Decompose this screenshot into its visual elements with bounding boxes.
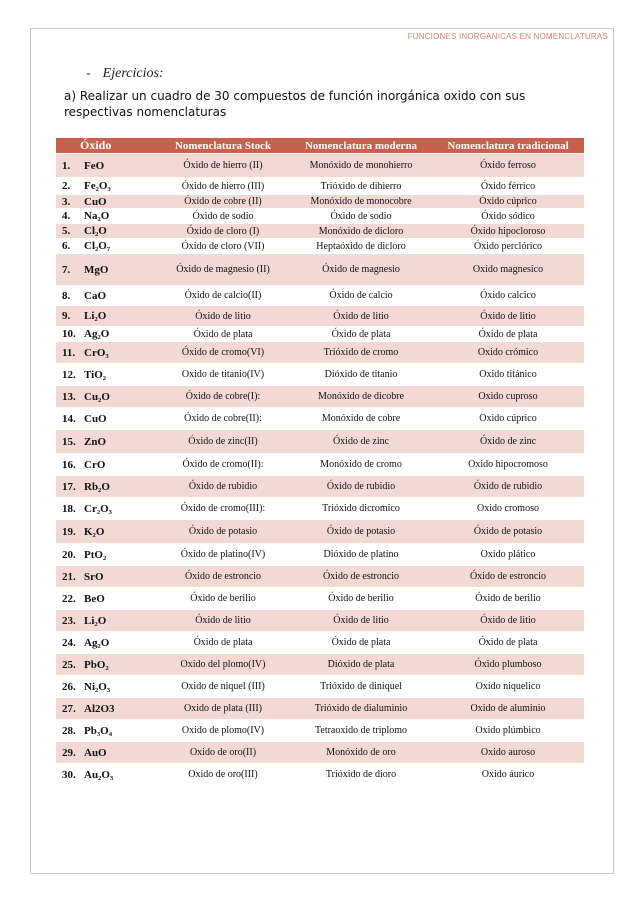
row-number: 29. — [62, 746, 76, 759]
cell-tradicional: Oxido cúprico — [432, 408, 584, 430]
cell-tradicional: Óxido hipocloroso — [432, 224, 584, 239]
oxide-formula: Li₂O — [84, 310, 107, 322]
table-row — [56, 544, 584, 566]
cell-moderna: Óxido de litio — [290, 306, 432, 327]
cell-stock: Óxido de zinc(II) — [156, 430, 290, 454]
cell-stock: Óxido de estroncio — [156, 566, 290, 588]
row-number: 26. — [62, 680, 76, 693]
oxide-formula: Cr₂O₃ — [84, 502, 112, 515]
oxide-formula: PtO₂ — [84, 548, 107, 561]
cell-moderna: Óxido de litio — [290, 610, 432, 632]
row-number: 12. — [62, 368, 76, 381]
table-row — [56, 178, 584, 195]
cell-stock: Óxido de berilio — [156, 588, 290, 610]
cell-oxide — [56, 566, 156, 588]
oxide-formula: Au₂O₃ — [84, 768, 114, 781]
cell-tradicional: Óxido calcico — [432, 286, 584, 306]
table-row — [56, 454, 584, 476]
cell-oxide — [56, 364, 156, 386]
cell-moderna: Dióxido de plata — [290, 654, 432, 676]
row-number: 22. — [62, 592, 76, 605]
oxide-formula: PbO₂ — [84, 658, 109, 671]
cell-stock: Óxido de cobre(I): — [156, 386, 290, 408]
bullet-dash: - — [86, 66, 91, 81]
header-stock: Nomenclatura Stock — [156, 138, 290, 154]
row-number: 27. — [62, 702, 76, 715]
table-row — [56, 676, 584, 698]
cell-oxide — [56, 306, 156, 327]
table-row — [56, 610, 584, 632]
oxide-formula: Cl₂O₇ — [84, 240, 111, 252]
cell-oxide — [56, 195, 156, 209]
table-row — [56, 566, 584, 588]
oxide-formula: MgO — [84, 263, 109, 276]
cell-oxide — [56, 342, 156, 364]
table-row — [56, 195, 584, 209]
cell-moderna: Trióxido de dihierro — [290, 178, 432, 195]
cell-stock: Óxido de rubidio — [156, 476, 290, 498]
oxide-formula: SrO — [84, 570, 104, 583]
row-number: 19. — [62, 525, 76, 538]
cell-tradicional: Óxido de litio — [432, 306, 584, 327]
cell-stock: Oxido de plata (III) — [156, 698, 290, 720]
row-number: 2. — [62, 180, 71, 192]
oxides-table — [56, 138, 584, 786]
cell-moderna: Dióxido de platino — [290, 544, 432, 566]
row-number: 9. — [62, 310, 71, 322]
cell-stock: Óxido de cromo(II): — [156, 454, 290, 476]
cell-moderna: Trióxido de diniquel — [290, 676, 432, 698]
table-row — [56, 430, 584, 454]
cell-moderna: Óxido de zinc — [290, 430, 432, 454]
cell-oxide — [56, 178, 156, 195]
table-row — [56, 654, 584, 676]
cell-stock: Óxido de sodio — [156, 209, 290, 224]
cell-stock: Óxido de cloro (VII) — [156, 239, 290, 254]
row-number: 4. — [62, 210, 71, 222]
table-row — [56, 342, 584, 364]
cell-stock: Óxido de calcio(II) — [156, 286, 290, 306]
cell-tradicional: Óxido de litio — [432, 610, 584, 632]
table-row — [56, 498, 584, 520]
cell-moderna: Tetraoxido de triplomo — [290, 720, 432, 742]
cell-moderna: Óxido de sodio — [290, 209, 432, 224]
cell-stock: Oxido de plomo(IV) — [156, 720, 290, 742]
cell-stock: Óxido de plata — [156, 632, 290, 654]
cell-stock: Óxido de hierro (III) — [156, 178, 290, 195]
oxide-formula: FeO — [84, 159, 105, 172]
cell-moderna: Óxido de estroncio — [290, 566, 432, 588]
table-row — [56, 386, 584, 408]
row-number: 14. — [62, 412, 76, 425]
cell-oxide — [56, 676, 156, 698]
cell-moderna: Óxido de plata — [290, 327, 432, 342]
table-row — [56, 239, 584, 254]
cell-tradicional: Óxido de zinc — [432, 430, 584, 454]
table-row — [56, 764, 584, 786]
row-number: 3. — [62, 195, 71, 208]
cell-oxide — [56, 588, 156, 610]
cell-stock: Óxido de hierro (II) — [156, 154, 290, 178]
cell-tradicional: Óxido ferroso — [432, 154, 584, 178]
cell-oxide — [56, 454, 156, 476]
oxide-formula: Ag₂O — [84, 328, 110, 340]
oxide-formula: Cu₂O — [84, 390, 110, 403]
cell-moderna: Heptaóxido de dicloro — [290, 239, 432, 254]
cell-moderna: Óxido de calcio — [290, 286, 432, 306]
oxide-formula: CuO — [84, 195, 107, 208]
cell-tradicional: Oxido titánico — [432, 364, 584, 386]
table-row — [56, 286, 584, 306]
table-row — [56, 327, 584, 342]
row-number: 1. — [62, 159, 71, 172]
row-number: 23. — [62, 614, 76, 627]
cell-oxide — [56, 239, 156, 254]
cell-tradicional: Oxido cuproso — [432, 386, 584, 408]
row-number: 16. — [62, 458, 76, 471]
cell-tradicional: Óxido de potasio — [432, 520, 584, 544]
cell-tradicional: Óxido de plata — [432, 632, 584, 654]
cell-moderna: Óxido de magnesio — [290, 254, 432, 286]
row-number: 15. — [62, 435, 76, 448]
table-row — [56, 742, 584, 764]
table-row — [56, 520, 584, 544]
row-number: 24. — [62, 636, 76, 649]
cell-stock: Oxido de niquel (III) — [156, 676, 290, 698]
cell-oxide — [56, 209, 156, 224]
cell-moderna: Monóxido de dicloro — [290, 224, 432, 239]
exercises-heading — [86, 66, 164, 82]
cell-tradicional: Óxido perclórico — [432, 239, 584, 254]
cell-tradicional: Oxido niquelico — [432, 676, 584, 698]
row-number: 6. — [62, 240, 71, 252]
cell-stock: Óxido de platino(IV) — [156, 544, 290, 566]
oxide-formula: Na₂O — [84, 210, 110, 222]
cell-moderna: Monóxido de monohierro — [290, 154, 432, 178]
cell-tradicional: Oxido plático — [432, 544, 584, 566]
table-row — [56, 720, 584, 742]
header-moderna: Nomenclatura moderna — [290, 138, 432, 154]
row-number: 25. — [62, 658, 76, 671]
row-number: 11. — [62, 346, 76, 359]
running-header: FUNCIONES INORGANICAS EN NOMENCLATURAS — [407, 32, 608, 41]
oxide-formula: K₂O — [84, 525, 105, 538]
cell-stock: Óxido de cromo(VI) — [156, 342, 290, 364]
cell-stock: Oxido de oro(III) — [156, 764, 290, 786]
cell-moderna: Trióxido de dialuminio — [290, 698, 432, 720]
row-number: 5. — [62, 225, 71, 237]
cell-tradicional: Oxido áurico — [432, 764, 584, 786]
oxide-formula: Li₂O — [84, 614, 107, 627]
row-number: 13. — [62, 390, 76, 403]
cell-moderna: Monóxido de monocobre — [290, 195, 432, 209]
table-row — [56, 209, 584, 224]
cell-stock: Óxido de potasio — [156, 520, 290, 544]
table-row — [56, 364, 584, 386]
oxide-formula: Ni₂O₃ — [84, 680, 111, 693]
row-number: 20. — [62, 548, 76, 561]
row-number: 18. — [62, 502, 76, 515]
oxide-formula: CrO₃ — [84, 346, 109, 359]
cell-oxide — [56, 476, 156, 498]
cell-tradicional: Óxido de plata — [432, 327, 584, 342]
cell-moderna: Trióxido de dioro — [290, 764, 432, 786]
cell-oxide — [56, 254, 156, 286]
cell-stock: Óxido de plata — [156, 327, 290, 342]
cell-oxide — [56, 720, 156, 742]
cell-moderna: Monóxido de oro — [290, 742, 432, 764]
cell-moderna: Dióxido de titanio — [290, 364, 432, 386]
oxide-formula: TiO₂ — [84, 368, 107, 381]
table-header-row — [56, 138, 584, 154]
oxide-formula: AuO — [84, 746, 107, 759]
oxide-formula: Cl₂O — [84, 225, 107, 237]
table-row — [56, 254, 584, 286]
cell-stock: Óxido de cobre (II) — [156, 195, 290, 209]
cell-oxide — [56, 286, 156, 306]
row-number: 21. — [62, 570, 76, 583]
exercises-label: Ejercicios: — [102, 66, 164, 81]
cell-tradicional: Oxido auroso — [432, 742, 584, 764]
cell-stock: Óxido de cloro (I) — [156, 224, 290, 239]
cell-moderna: Óxido de potasio — [290, 520, 432, 544]
cell-tradicional: Oxido hipocromoso — [432, 454, 584, 476]
cell-oxide — [56, 698, 156, 720]
cell-oxide — [56, 520, 156, 544]
cell-oxide — [56, 654, 156, 676]
table-row — [56, 476, 584, 498]
cell-oxide — [56, 430, 156, 454]
cell-tradicional: Óxido de berilio — [432, 588, 584, 610]
oxide-formula: Pb₃O₄ — [84, 724, 112, 737]
cell-stock: Óxido de litio — [156, 610, 290, 632]
oxide-formula: Fe₂O₃ — [84, 180, 111, 192]
cell-oxide — [56, 764, 156, 786]
cell-oxide — [56, 327, 156, 342]
cell-tradicional: Óxido sódico — [432, 209, 584, 224]
cell-stock: Óxido de magnesio (II) — [156, 254, 290, 286]
cell-oxide — [56, 154, 156, 178]
oxide-formula: BeO — [84, 592, 105, 605]
cell-tradicional: Óxido cúprico — [432, 195, 584, 209]
cell-tradicional: Oxido plúmbico — [432, 720, 584, 742]
cell-oxide — [56, 742, 156, 764]
cell-tradicional: Oxido cromoso — [432, 498, 584, 520]
cell-stock: Oxido de oro(II) — [156, 742, 290, 764]
cell-tradicional: Óxido de rubidio — [432, 476, 584, 498]
oxide-formula: CrO — [84, 458, 106, 471]
exercise-instruction: a) Realizar un cuadro de 30 compuestos de función inorgánica oxido con sus respectivas nomenclaturas — [64, 89, 526, 119]
cell-tradicional: Oxido de aluminio — [432, 698, 584, 720]
table-row — [56, 306, 584, 327]
cell-stock: Óxido de cobre(II): — [156, 408, 290, 430]
oxide-formula: Al2O3 — [84, 702, 115, 715]
cell-tradicional: Oxido magnesico — [432, 254, 584, 286]
cell-oxide — [56, 408, 156, 430]
cell-oxide — [56, 610, 156, 632]
cell-oxide — [56, 544, 156, 566]
header-tradicional: Nomenclatura tradicional — [432, 138, 584, 154]
oxide-formula: ZnO — [84, 435, 107, 448]
cell-stock: Óxido de cromo(III): — [156, 498, 290, 520]
table-row — [56, 698, 584, 720]
cell-moderna: Trióxido de cromo — [290, 342, 432, 364]
cell-moderna: Monóxido de dicobre — [290, 386, 432, 408]
row-number: 8. — [62, 289, 71, 302]
table-row — [56, 408, 584, 430]
cell-moderna: Monóxido de cromo — [290, 454, 432, 476]
cell-moderna: Monóxido de cobre — [290, 408, 432, 430]
header-oxide: Óxido — [56, 138, 156, 154]
row-number: 30. — [62, 768, 76, 781]
cell-tradicional: Óxido plumboso — [432, 654, 584, 676]
table-row — [56, 224, 584, 239]
cell-oxide — [56, 498, 156, 520]
row-number: 17. — [62, 480, 76, 493]
oxide-formula: CaO — [84, 289, 106, 302]
cell-moderna: Trióxido dicromico — [290, 498, 432, 520]
cell-moderna: Óxido de plata — [290, 632, 432, 654]
cell-oxide — [56, 224, 156, 239]
cell-tradicional: Óxido de estroncio — [432, 566, 584, 588]
cell-oxide — [56, 632, 156, 654]
cell-moderna: Óxido de berilio — [290, 588, 432, 610]
table-row — [56, 154, 584, 178]
row-number: 7. — [62, 263, 71, 276]
cell-moderna: Óxido de rubidio — [290, 476, 432, 498]
cell-stock: Oxido del plomo(IV) — [156, 654, 290, 676]
table-row — [56, 588, 584, 610]
cell-stock: Óxido de litio — [156, 306, 290, 327]
cell-oxide — [56, 386, 156, 408]
oxide-formula: CuO — [84, 412, 107, 425]
table-body — [56, 154, 584, 786]
cell-tradicional: Óxido férrico — [432, 178, 584, 195]
cell-tradicional: Oxido crómico — [432, 342, 584, 364]
cell-stock: Oxido de titanio(IV) — [156, 364, 290, 386]
oxide-formula: Ag₂O — [84, 636, 110, 649]
oxide-formula: Rb₂O — [84, 480, 110, 493]
row-number: 10. — [62, 328, 76, 340]
row-number: 28. — [62, 724, 76, 737]
table-row — [56, 632, 584, 654]
